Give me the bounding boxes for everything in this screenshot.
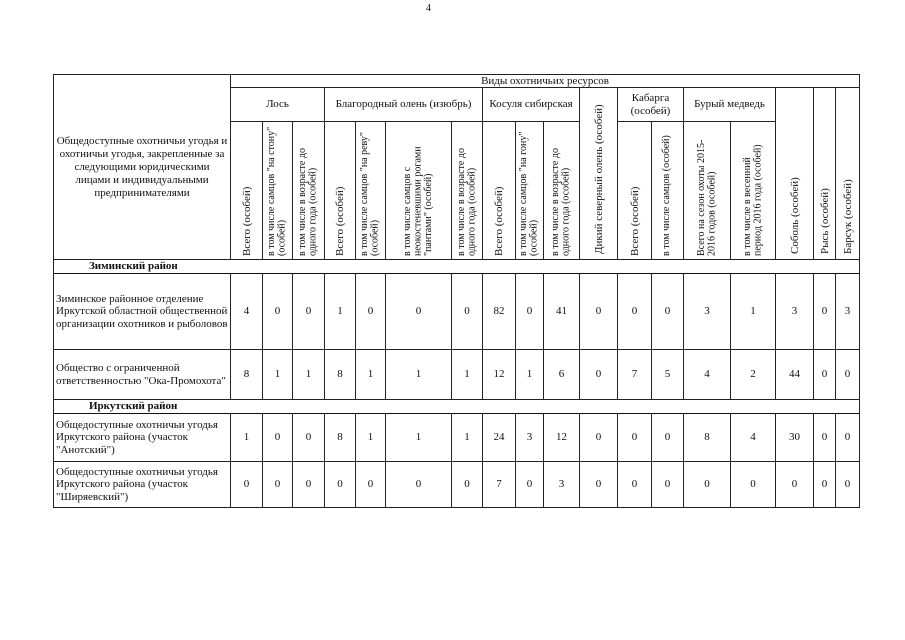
cell-value: 6 xyxy=(544,350,580,400)
top-header: Виды охотничьих ресурсов xyxy=(231,75,860,88)
cell-value: 0 xyxy=(652,414,684,462)
hunting-resources-table xyxy=(53,74,860,508)
cell-value: 0 xyxy=(516,274,544,350)
cell-value: 0 xyxy=(386,274,452,350)
group-musk-deer: Кабарга (особей) xyxy=(618,88,684,122)
col-bear-season: Всего на сезон охоты 2015-2016 годов (особей) xyxy=(684,122,731,260)
region-name: Иркутский район xyxy=(54,400,860,414)
cell-value: 3 xyxy=(516,414,544,462)
cell-value: 0 xyxy=(293,274,325,350)
table-row xyxy=(54,350,860,400)
cell-value: 0 xyxy=(731,462,776,508)
cell-value: 0 xyxy=(386,462,452,508)
cell-value: 0 xyxy=(452,462,483,508)
cell-value: 0 xyxy=(263,462,293,508)
cell-value: 4 xyxy=(731,414,776,462)
cell-value: 0 xyxy=(580,414,618,462)
row-name: Зиминское районное отделение Иркутской областной общественной организации охотников и рыболовов xyxy=(54,274,231,350)
group-bear: Бурый медведь xyxy=(684,88,776,122)
table-row xyxy=(54,274,860,350)
cell-value: 1 xyxy=(386,350,452,400)
region-row xyxy=(54,260,860,274)
cell-value: 24 xyxy=(483,414,516,462)
col-sable: Соболь (особей) xyxy=(776,88,814,260)
cell-value: 0 xyxy=(618,274,652,350)
group-red-deer: Благородный олень (изюбрь) xyxy=(325,88,483,122)
cell-value: 1 xyxy=(516,350,544,400)
cell-value: 0 xyxy=(231,462,263,508)
cell-value: 0 xyxy=(452,274,483,350)
cell-value: 4 xyxy=(231,274,263,350)
col-deer-total: Всего (особей) xyxy=(325,122,356,260)
corner-header: Общедоступные охотничьи угодья и охотничьи угодья, закрепленные за следующими юридическими лицами и индивидуальными предпринимателями xyxy=(54,75,231,260)
cell-value: 0 xyxy=(580,462,618,508)
cell-value: 0 xyxy=(263,414,293,462)
cell-value: 0 xyxy=(776,462,814,508)
cell-value: 8 xyxy=(325,414,356,462)
cell-value: 44 xyxy=(776,350,814,400)
cell-value: 1 xyxy=(452,414,483,462)
col-bear-spring: в том числе в весенний период 2016 года (особей) xyxy=(731,122,776,260)
cell-value: 0 xyxy=(618,462,652,508)
cell-value: 0 xyxy=(836,462,860,508)
cell-value: 1 xyxy=(293,350,325,400)
cell-value: 0 xyxy=(580,274,618,350)
cell-value: 0 xyxy=(814,274,836,350)
col-deer-antlers: в том числе самцов с неокостеневшими рогами "пантами" (особей) xyxy=(386,122,452,260)
col-roe-males: в том числе самцов "на гону" (особей) xyxy=(516,122,544,260)
cell-value: 8 xyxy=(684,414,731,462)
cell-value: 3 xyxy=(684,274,731,350)
col-elk-males: в том числе самцов "на стону" (особей) xyxy=(263,122,293,260)
cell-value: 41 xyxy=(544,274,580,350)
col-elk-total: Всего (особей) xyxy=(231,122,263,260)
cell-value: 1 xyxy=(356,414,386,462)
cell-value: 1 xyxy=(325,274,356,350)
cell-value: 3 xyxy=(836,274,860,350)
cell-value: 0 xyxy=(356,462,386,508)
col-deer-males: в том числе самцов "на реву" (особей) xyxy=(356,122,386,260)
row-name: Общество с ограниченной ответственностью "Ока-Промохота" xyxy=(54,350,231,400)
region-name: Зиминский район xyxy=(54,260,860,274)
hunting-resources-table-container xyxy=(53,74,860,508)
cell-value: 1 xyxy=(731,274,776,350)
cell-value: 2 xyxy=(731,350,776,400)
cell-value: 12 xyxy=(544,414,580,462)
cell-value: 0 xyxy=(652,274,684,350)
group-roe: Косуля сибирская xyxy=(483,88,580,122)
cell-value: 3 xyxy=(776,274,814,350)
table-row xyxy=(54,462,860,508)
page-number: 4 xyxy=(426,3,431,14)
cell-value: 7 xyxy=(483,462,516,508)
col-musk-males: в том числе самцов (особей) xyxy=(652,122,684,260)
cell-value: 30 xyxy=(776,414,814,462)
col-roe-young: в том числе в возрасте до одного года (особей) xyxy=(544,122,580,260)
cell-value: 1 xyxy=(231,414,263,462)
col-musk-total: Всего (особей) xyxy=(618,122,652,260)
col-deer-young: в том числе в возрасте до одного года (особей) xyxy=(452,122,483,260)
cell-value: 1 xyxy=(263,350,293,400)
cell-value: 1 xyxy=(386,414,452,462)
cell-value: 8 xyxy=(325,350,356,400)
cell-value: 0 xyxy=(814,462,836,508)
cell-value: 0 xyxy=(325,462,356,508)
cell-value: 0 xyxy=(516,462,544,508)
table-row xyxy=(54,414,860,462)
table-body xyxy=(54,260,860,508)
cell-value: 82 xyxy=(483,274,516,350)
cell-value: 7 xyxy=(618,350,652,400)
col-lynx: Рысь (особей) xyxy=(814,88,836,260)
cell-value: 0 xyxy=(814,414,836,462)
cell-value: 0 xyxy=(263,274,293,350)
cell-value: 0 xyxy=(356,274,386,350)
row-name: Общедоступные охотничьи угодья Иркутского района (участок "Ширяевский") xyxy=(54,462,231,508)
cell-value: 4 xyxy=(684,350,731,400)
cell-value: 1 xyxy=(452,350,483,400)
group-elk: Лось xyxy=(231,88,325,122)
cell-value: 1 xyxy=(356,350,386,400)
cell-value: 12 xyxy=(483,350,516,400)
col-reindeer: Дикий северный олень (особей) xyxy=(580,88,618,260)
cell-value: 5 xyxy=(652,350,684,400)
cell-value: 0 xyxy=(836,350,860,400)
cell-value: 8 xyxy=(231,350,263,400)
cell-value: 3 xyxy=(544,462,580,508)
cell-value: 0 xyxy=(814,350,836,400)
cell-value: 0 xyxy=(652,462,684,508)
cell-value: 0 xyxy=(836,414,860,462)
cell-value: 0 xyxy=(618,414,652,462)
cell-value: 0 xyxy=(684,462,731,508)
row-name: Общедоступные охотничьи угодья Иркутского района (участок "Анотский") xyxy=(54,414,231,462)
cell-value: 0 xyxy=(293,414,325,462)
cell-value: 0 xyxy=(293,462,325,508)
col-elk-young: в том числе в возрасте до одного года (особей) xyxy=(293,122,325,260)
col-badger: Барсук (особей) xyxy=(836,88,860,260)
cell-value: 0 xyxy=(580,350,618,400)
col-roe-total: Всего (особей) xyxy=(483,122,516,260)
region-row xyxy=(54,400,860,414)
